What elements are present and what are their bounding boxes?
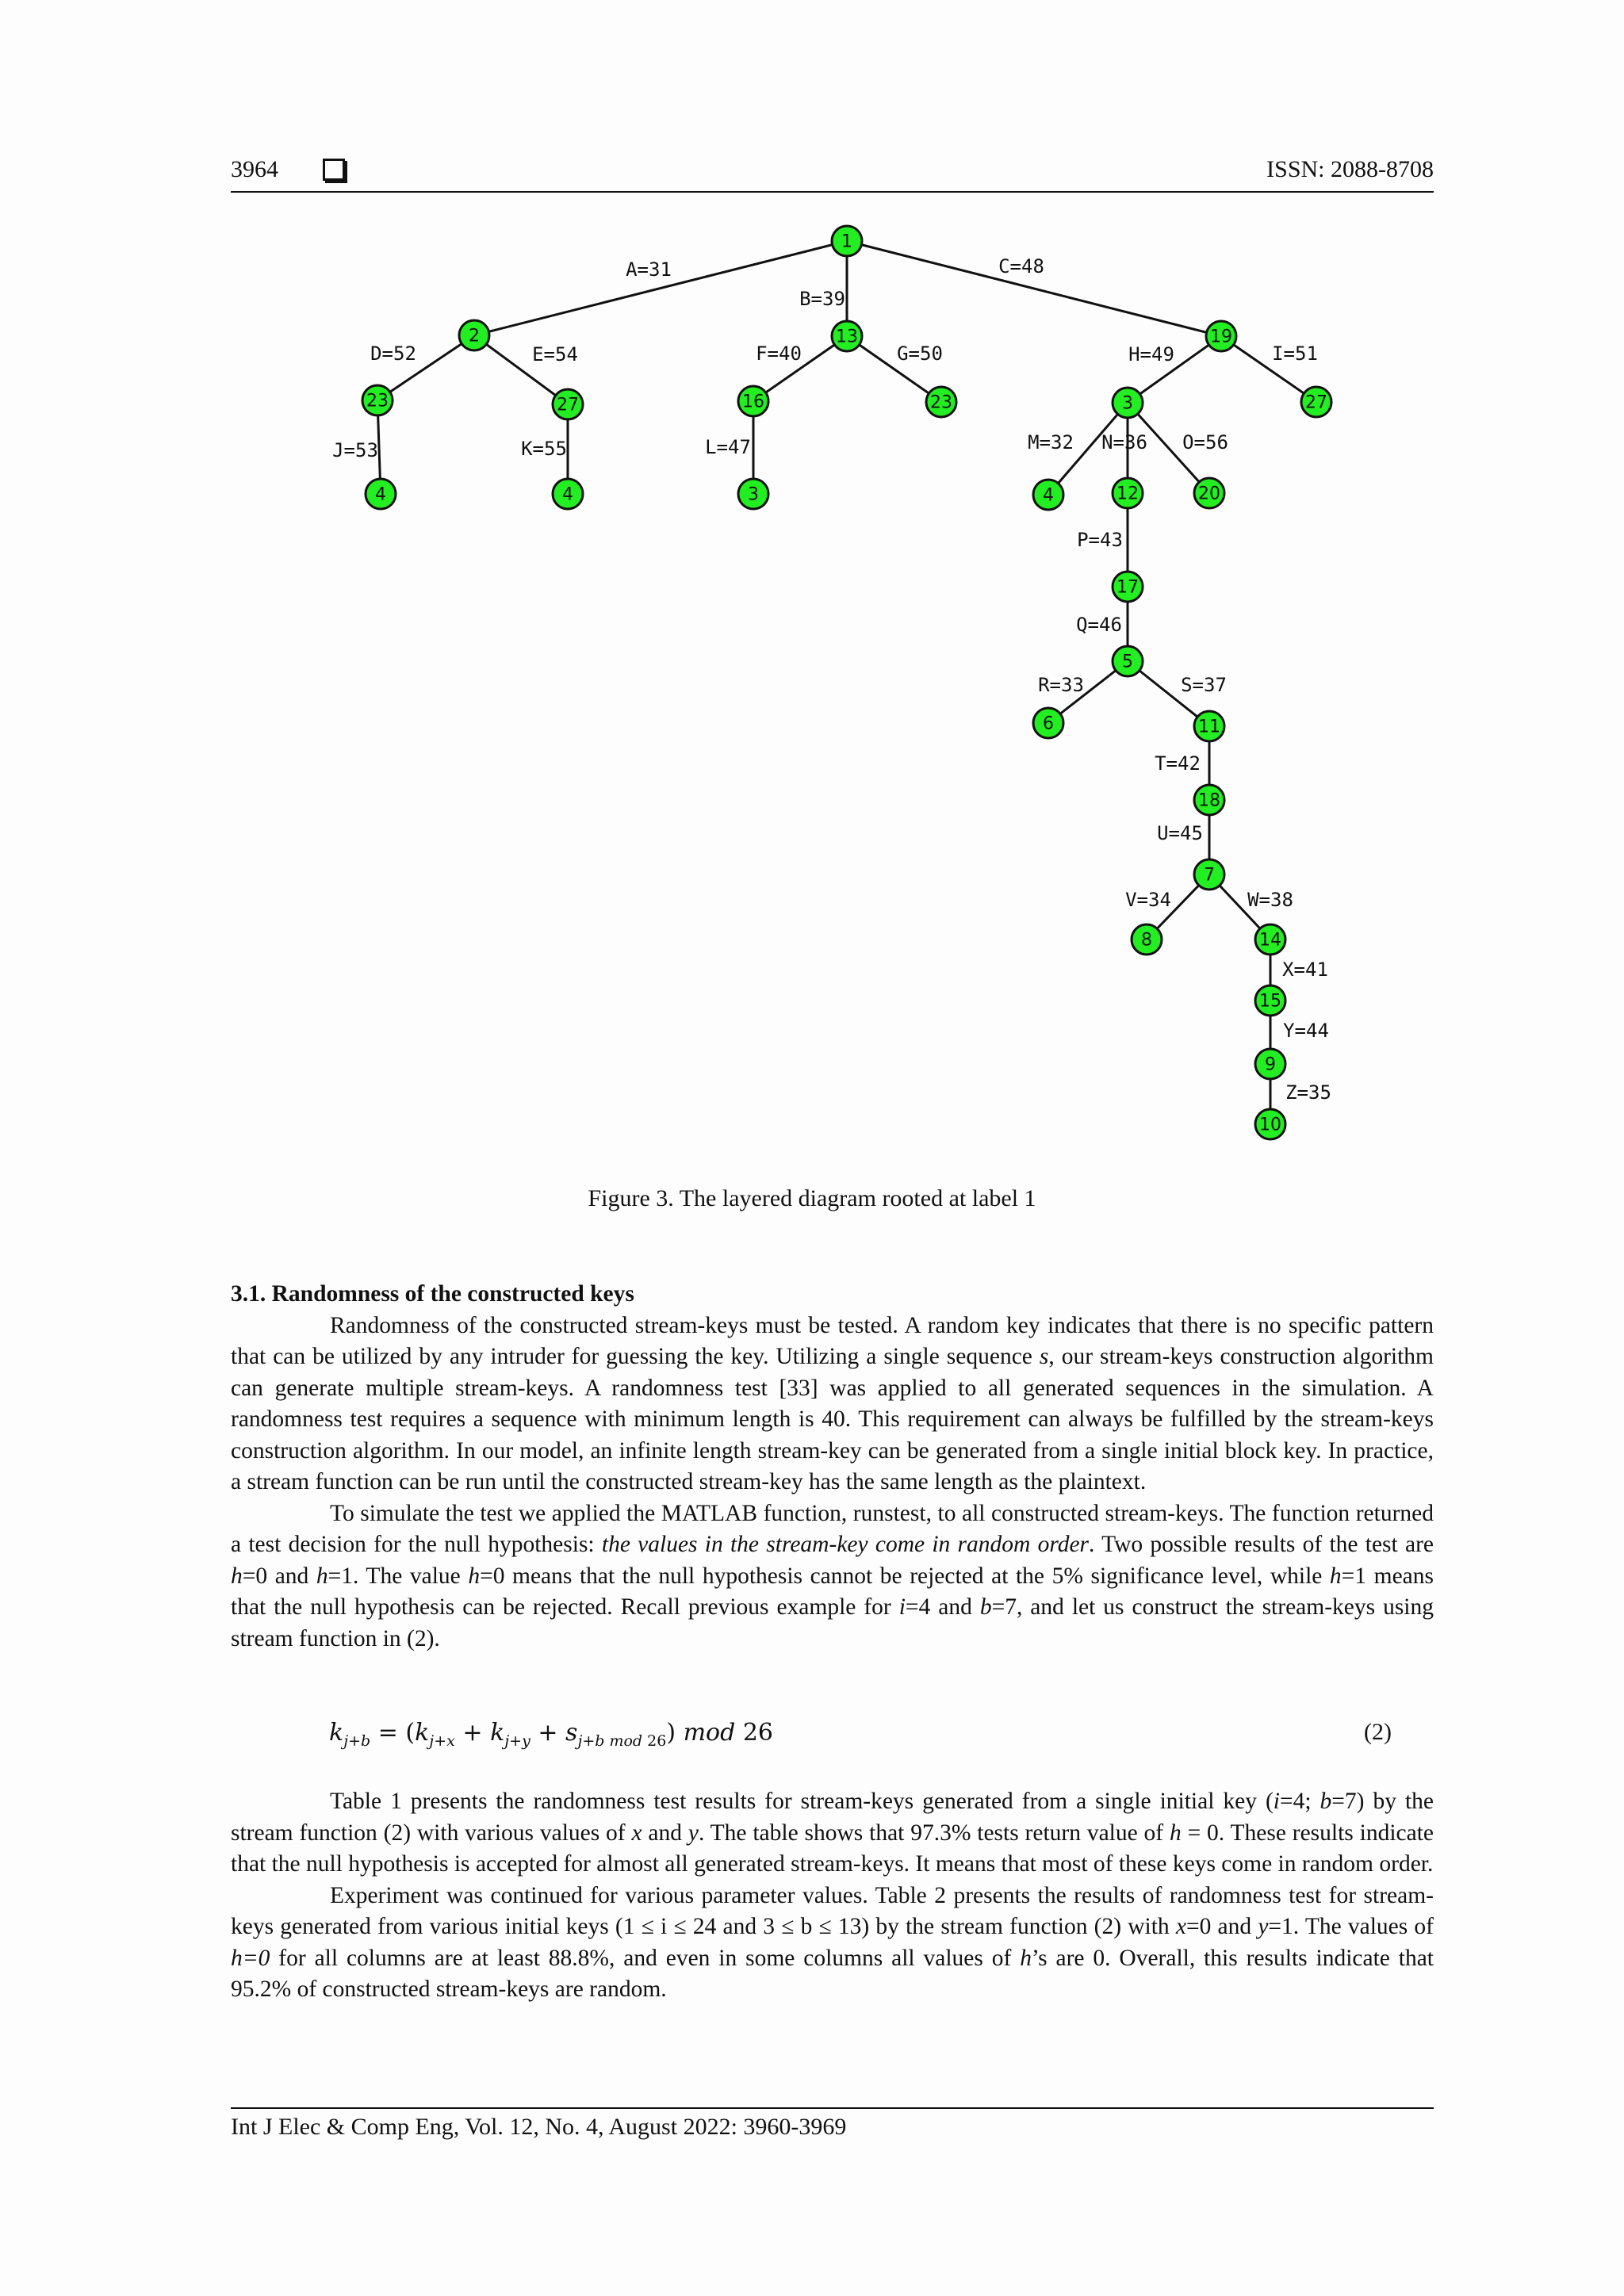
edge-weight-label: B=39 xyxy=(799,288,845,310)
tree-node xyxy=(926,387,956,417)
edge-weight-label: E=54 xyxy=(532,343,578,365)
edge-weight-label: F=40 xyxy=(756,342,802,365)
edge-weight-label: D=52 xyxy=(370,342,416,365)
equation-2 xyxy=(329,1719,1392,1754)
edge-weight-label: L=47 xyxy=(705,436,751,458)
equation-number: (2) xyxy=(1364,1719,1392,1745)
section-body-continued xyxy=(231,1786,1434,2006)
tree-node xyxy=(1113,646,1143,676)
tree-node xyxy=(832,226,862,256)
edge-weight-label: P=43 xyxy=(1077,529,1123,551)
tree-node xyxy=(1301,387,1331,417)
tree-node xyxy=(738,386,768,416)
footer-citation: Int J Elec & Comp Eng, Vol. 12, No. 4, August 2022: 3960-3969 xyxy=(231,2114,847,2140)
node-label: 7 xyxy=(1204,865,1215,886)
edge-weight-label: R=33 xyxy=(1038,674,1084,696)
node-label: 20 xyxy=(1198,484,1220,504)
edge-weight-label: J=53 xyxy=(332,439,378,461)
node-label: 12 xyxy=(1116,484,1139,504)
edge-weight-label: H=49 xyxy=(1128,343,1174,365)
node-label: 17 xyxy=(1116,577,1139,598)
edge-weight-label: X=41 xyxy=(1282,959,1328,981)
paragraph-3: Table 1 presents the randomness test results for stream-keys generated from a single initial key (i=4; b=7) by the stream function (2) with various values of x and y. The table shows that 97.3% tests return value of h = 0. These results indicate that the null hypothesis is accepted for almost all generated stream-keys. It means that most of these keys come in random order. xyxy=(231,1789,1434,1877)
tree-node xyxy=(553,479,583,509)
figure-caption: Figure 3. The layered diagram rooted at label 1 xyxy=(588,1185,1036,1211)
edge-weight-label: S=37 xyxy=(1181,674,1227,696)
tree-node xyxy=(1194,859,1224,890)
node-label: 14 xyxy=(1259,930,1281,951)
edge-weight-label: K=55 xyxy=(521,438,567,460)
node-label: 3 xyxy=(748,484,759,505)
tree-edges xyxy=(332,241,1331,1124)
tree-node xyxy=(1255,1109,1285,1139)
node-label: 4 xyxy=(375,484,386,505)
tree-node xyxy=(832,321,862,351)
tree-node xyxy=(362,385,393,415)
tree-node xyxy=(1113,478,1143,508)
tree-node xyxy=(1194,478,1224,508)
tree-node xyxy=(1033,480,1063,510)
tree-node xyxy=(1255,1049,1285,1079)
edge-weight-label: T=42 xyxy=(1155,752,1201,775)
tree-node xyxy=(1255,985,1285,1016)
edge-weight-label: N=36 xyxy=(1101,431,1147,453)
node-label: 3 xyxy=(1122,393,1133,414)
tree-node xyxy=(1194,711,1224,741)
paragraph-4: Experiment was continued for various parameter values. Table 2 presents the results of randomness test for stream-keys generated from various initial keys (1 ≤ i ≤ 24 and 3 ≤ b ≤ 13) by the stream function (2) with x=0 and y=1. The values of h=0 for all columns are at least 88.8%, and even in some columns all values of h’s are 0. Overall, this results indicate that 95.2% of constructed stream-keys are random. xyxy=(231,1882,1434,2002)
tree-node xyxy=(1132,924,1162,955)
paragraph-1: Randomness of the constructed stream-keys must be tested. A random key indicates that there is no specific pattern that can be utilized by any intruder for guessing the key. Utilizing a single sequence s, our stream-keys construction algorithm can generate multiple stream-keys. A randomness test [33] was applied to all generated sequences in the simulation. A randomness test requires a sequence with minimum length is 40. This requirement can always be fulfilled by the stream-keys construction algorithm. In our model, an infinite length stream-key can be generated from a single initial block key. In practice, a stream function can be run until the constructed stream-key has the same length as the plaintext. xyxy=(231,1312,1434,1494)
tree-node xyxy=(1194,785,1224,815)
node-label: 8 xyxy=(1141,930,1152,951)
node-label: 4 xyxy=(1043,485,1054,506)
tree-node xyxy=(1033,708,1063,738)
node-label: 13 xyxy=(836,327,858,347)
edge-weight-label: V=34 xyxy=(1125,889,1171,911)
node-label: 4 xyxy=(562,484,573,505)
node-label: 19 xyxy=(1210,327,1232,347)
node-label: 27 xyxy=(1305,392,1327,413)
edge-weight-label: Q=46 xyxy=(1076,614,1122,636)
section-heading: 3.1. Randomness of the constructed keys xyxy=(231,1281,634,1307)
edge-weight-label: W=38 xyxy=(1247,889,1293,911)
node-label: 23 xyxy=(930,392,952,413)
paragraph-2: To simulate the test we applied the MATLAB function, runstest, to all constructed stream-keys. The function returned a test decision for the null hypothesis: the values in the stream-key come in random order. Two possible results of the test are h=0 and h=1. The value h=0 means that the null hypothesis cannot be rejected at the 5% significance level, while h=1 means that the null hypothesis can be rejected. Recall previous example for i=4 and b=7, and let us construct the stream-keys using stream function in (2). xyxy=(231,1500,1434,1651)
node-label: 18 xyxy=(1198,790,1220,811)
node-label: 2 xyxy=(469,326,480,346)
page-number: 3964 xyxy=(231,156,278,182)
node-label: 16 xyxy=(742,392,764,412)
edge-weight-label: A=31 xyxy=(626,258,672,281)
edge-weight-label: Y=44 xyxy=(1283,1020,1329,1042)
node-label: 15 xyxy=(1259,991,1281,1012)
tree-node xyxy=(1206,321,1236,351)
node-label: 1 xyxy=(841,232,852,252)
edge-weight-label: I=51 xyxy=(1272,342,1318,365)
section-body xyxy=(231,1279,1434,1655)
issn: ISSN: 2088-8708 xyxy=(1266,156,1434,182)
node-label: 6 xyxy=(1043,714,1054,734)
tree-node xyxy=(366,479,396,509)
edge-weight-label: O=56 xyxy=(1182,431,1228,453)
edge-weight-label: U=45 xyxy=(1157,822,1203,844)
tree-node xyxy=(1113,388,1143,418)
edge-weight-label: M=32 xyxy=(1028,431,1074,453)
page-footer xyxy=(231,2107,1434,2141)
tree-edge xyxy=(474,241,847,335)
node-label: 27 xyxy=(557,395,579,415)
tree-node xyxy=(459,320,489,350)
node-label: 10 xyxy=(1259,1115,1281,1135)
tree-node xyxy=(553,389,583,419)
tree-node xyxy=(1255,924,1285,955)
node-label: 5 xyxy=(1122,652,1133,672)
tree-node xyxy=(1113,572,1143,602)
node-label: 9 xyxy=(1265,1054,1276,1075)
edge-weight-label: Z=35 xyxy=(1285,1081,1331,1104)
node-label: 23 xyxy=(366,391,389,411)
edge-weight-label: C=48 xyxy=(998,255,1044,277)
tree-node xyxy=(738,479,768,509)
edge-weight-label: G=50 xyxy=(897,342,943,365)
node-label: 11 xyxy=(1198,717,1220,737)
equation-formula: $k_{j+b} = (k_{j+x} + k_{j+y} + s_{j+b mod 26})$ mod 26 xyxy=(329,1719,773,1750)
